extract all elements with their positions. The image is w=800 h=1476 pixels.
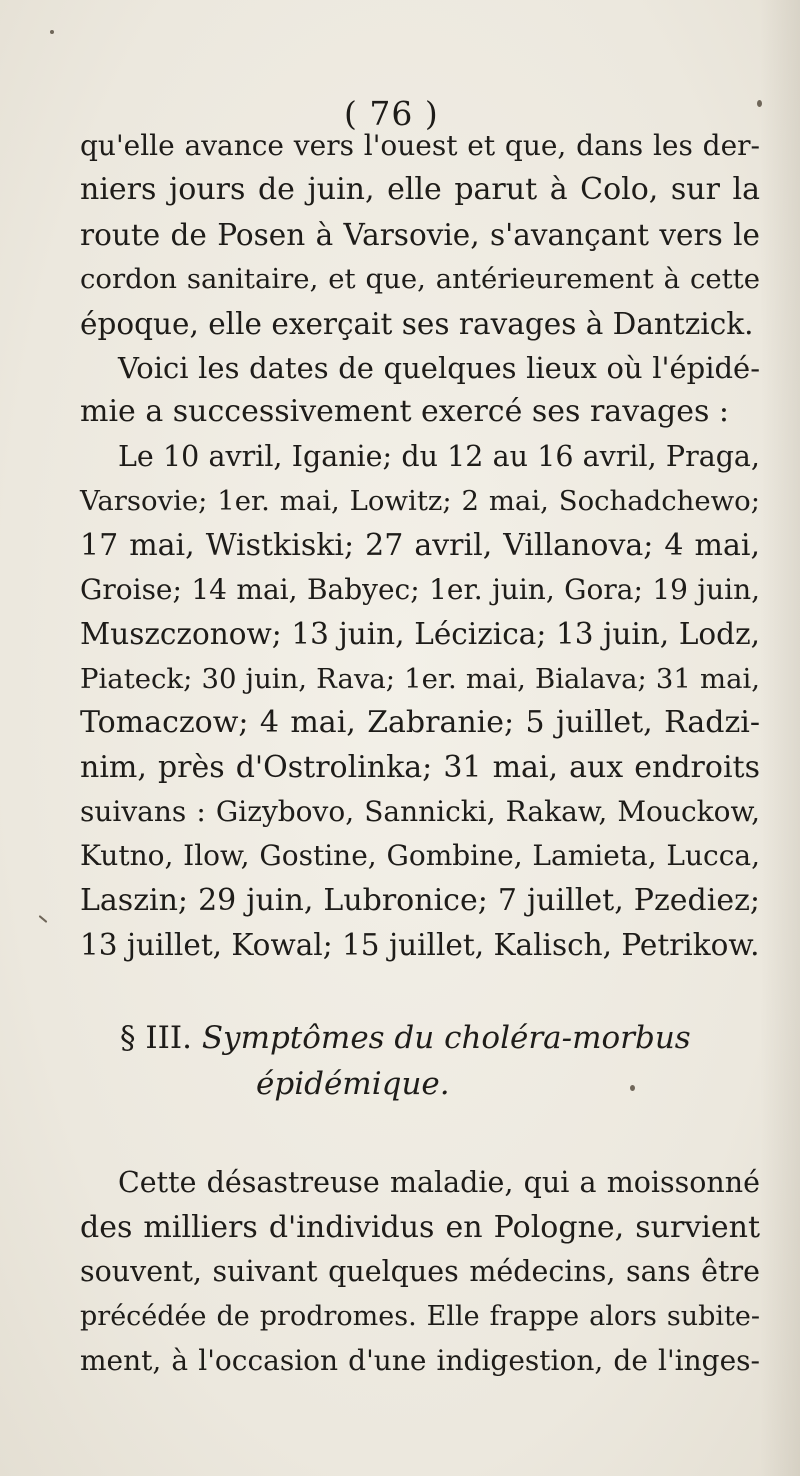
text-line: précédée de prodromes. Elle frappe alors subite- xyxy=(80,1301,760,1332)
text-line: Muszczonow; 13 juin, Lécizica; 13 juin, Lodz, xyxy=(80,617,760,651)
section-number: § III. xyxy=(120,1020,192,1056)
text-line: cordon sanitaire, et que, antérieurement à cette xyxy=(80,263,760,295)
text-line: Voici les dates de quelques lieux où l'épidé- xyxy=(118,351,760,385)
section-title-continued: épidémique. xyxy=(256,1066,450,1102)
text-line: mie a successivement exercé ses ravages : xyxy=(80,394,730,429)
text-line: suivans : Gizybovo, Sannicki, Rakaw, Mouckow, xyxy=(80,795,760,828)
text-line: nim, près d'Ostrolinka; 31 mai, aux endroits xyxy=(80,750,760,785)
text-line: Groise; 14 mai, Babyec; 1er. juin, Gora; 19 juin, xyxy=(80,573,760,606)
paper-speck xyxy=(757,100,762,107)
text-line: souvent, suivant quelques médecins, sans être xyxy=(80,1255,760,1288)
text-line: niers jours de juin, elle parut à Colo, sur la xyxy=(80,172,760,207)
text-line: Le 10 avril, Iganie; du 12 au 16 avril, Praga, xyxy=(118,440,760,473)
page-edge-shadow xyxy=(760,0,800,1476)
text-line: Varsovie; 1er. mai, Lowitz; 2 mai, Sochadchewo; xyxy=(80,485,760,517)
text-line: des milliers d'individus en Pologne, survient xyxy=(80,1210,760,1245)
page-number: ( 76 ) xyxy=(344,94,439,133)
text-line: qu'elle avance vers l'ouest et que, dans les der- xyxy=(80,129,760,162)
text-line: 13 juillet, Kowal; 15 juillet, Kalisch, Petrikow. xyxy=(80,928,760,962)
paper-mark xyxy=(39,915,48,923)
text-line: ment, à l'occasion d'une indigestion, de l'inges- xyxy=(80,1344,760,1377)
text-line: Kutno, Ilow, Gostine, Gombine, Lamieta, Lucca, xyxy=(80,839,760,872)
text-line: Laszin; 29 juin, Lubronice; 7 juillet, Pzediez; xyxy=(80,883,760,918)
section-title: Symptômes du choléra-morbus xyxy=(201,1020,691,1056)
text-line: Piateck; 30 juin, Rava; 1er. mai, Bialava; 31 mai, xyxy=(80,663,760,695)
section-heading xyxy=(120,1018,760,1058)
text-line: 17 mai, Wistkiski; 27 avril, Villanova; 4 mai, xyxy=(80,528,760,563)
text-line: époque, elle exerçait ses ravages à Dantzick. xyxy=(80,307,754,341)
text-line: Tomaczow; 4 mai, Zabranie; 5 juillet, Radzi- xyxy=(80,705,760,740)
paper-speck xyxy=(50,30,54,34)
paper-speck xyxy=(630,1085,635,1091)
text-line: route de Posen à Varsovie, s'avançant vers le xyxy=(80,218,760,252)
text-line: Cette désastreuse maladie, qui a moissonné xyxy=(118,1166,760,1199)
